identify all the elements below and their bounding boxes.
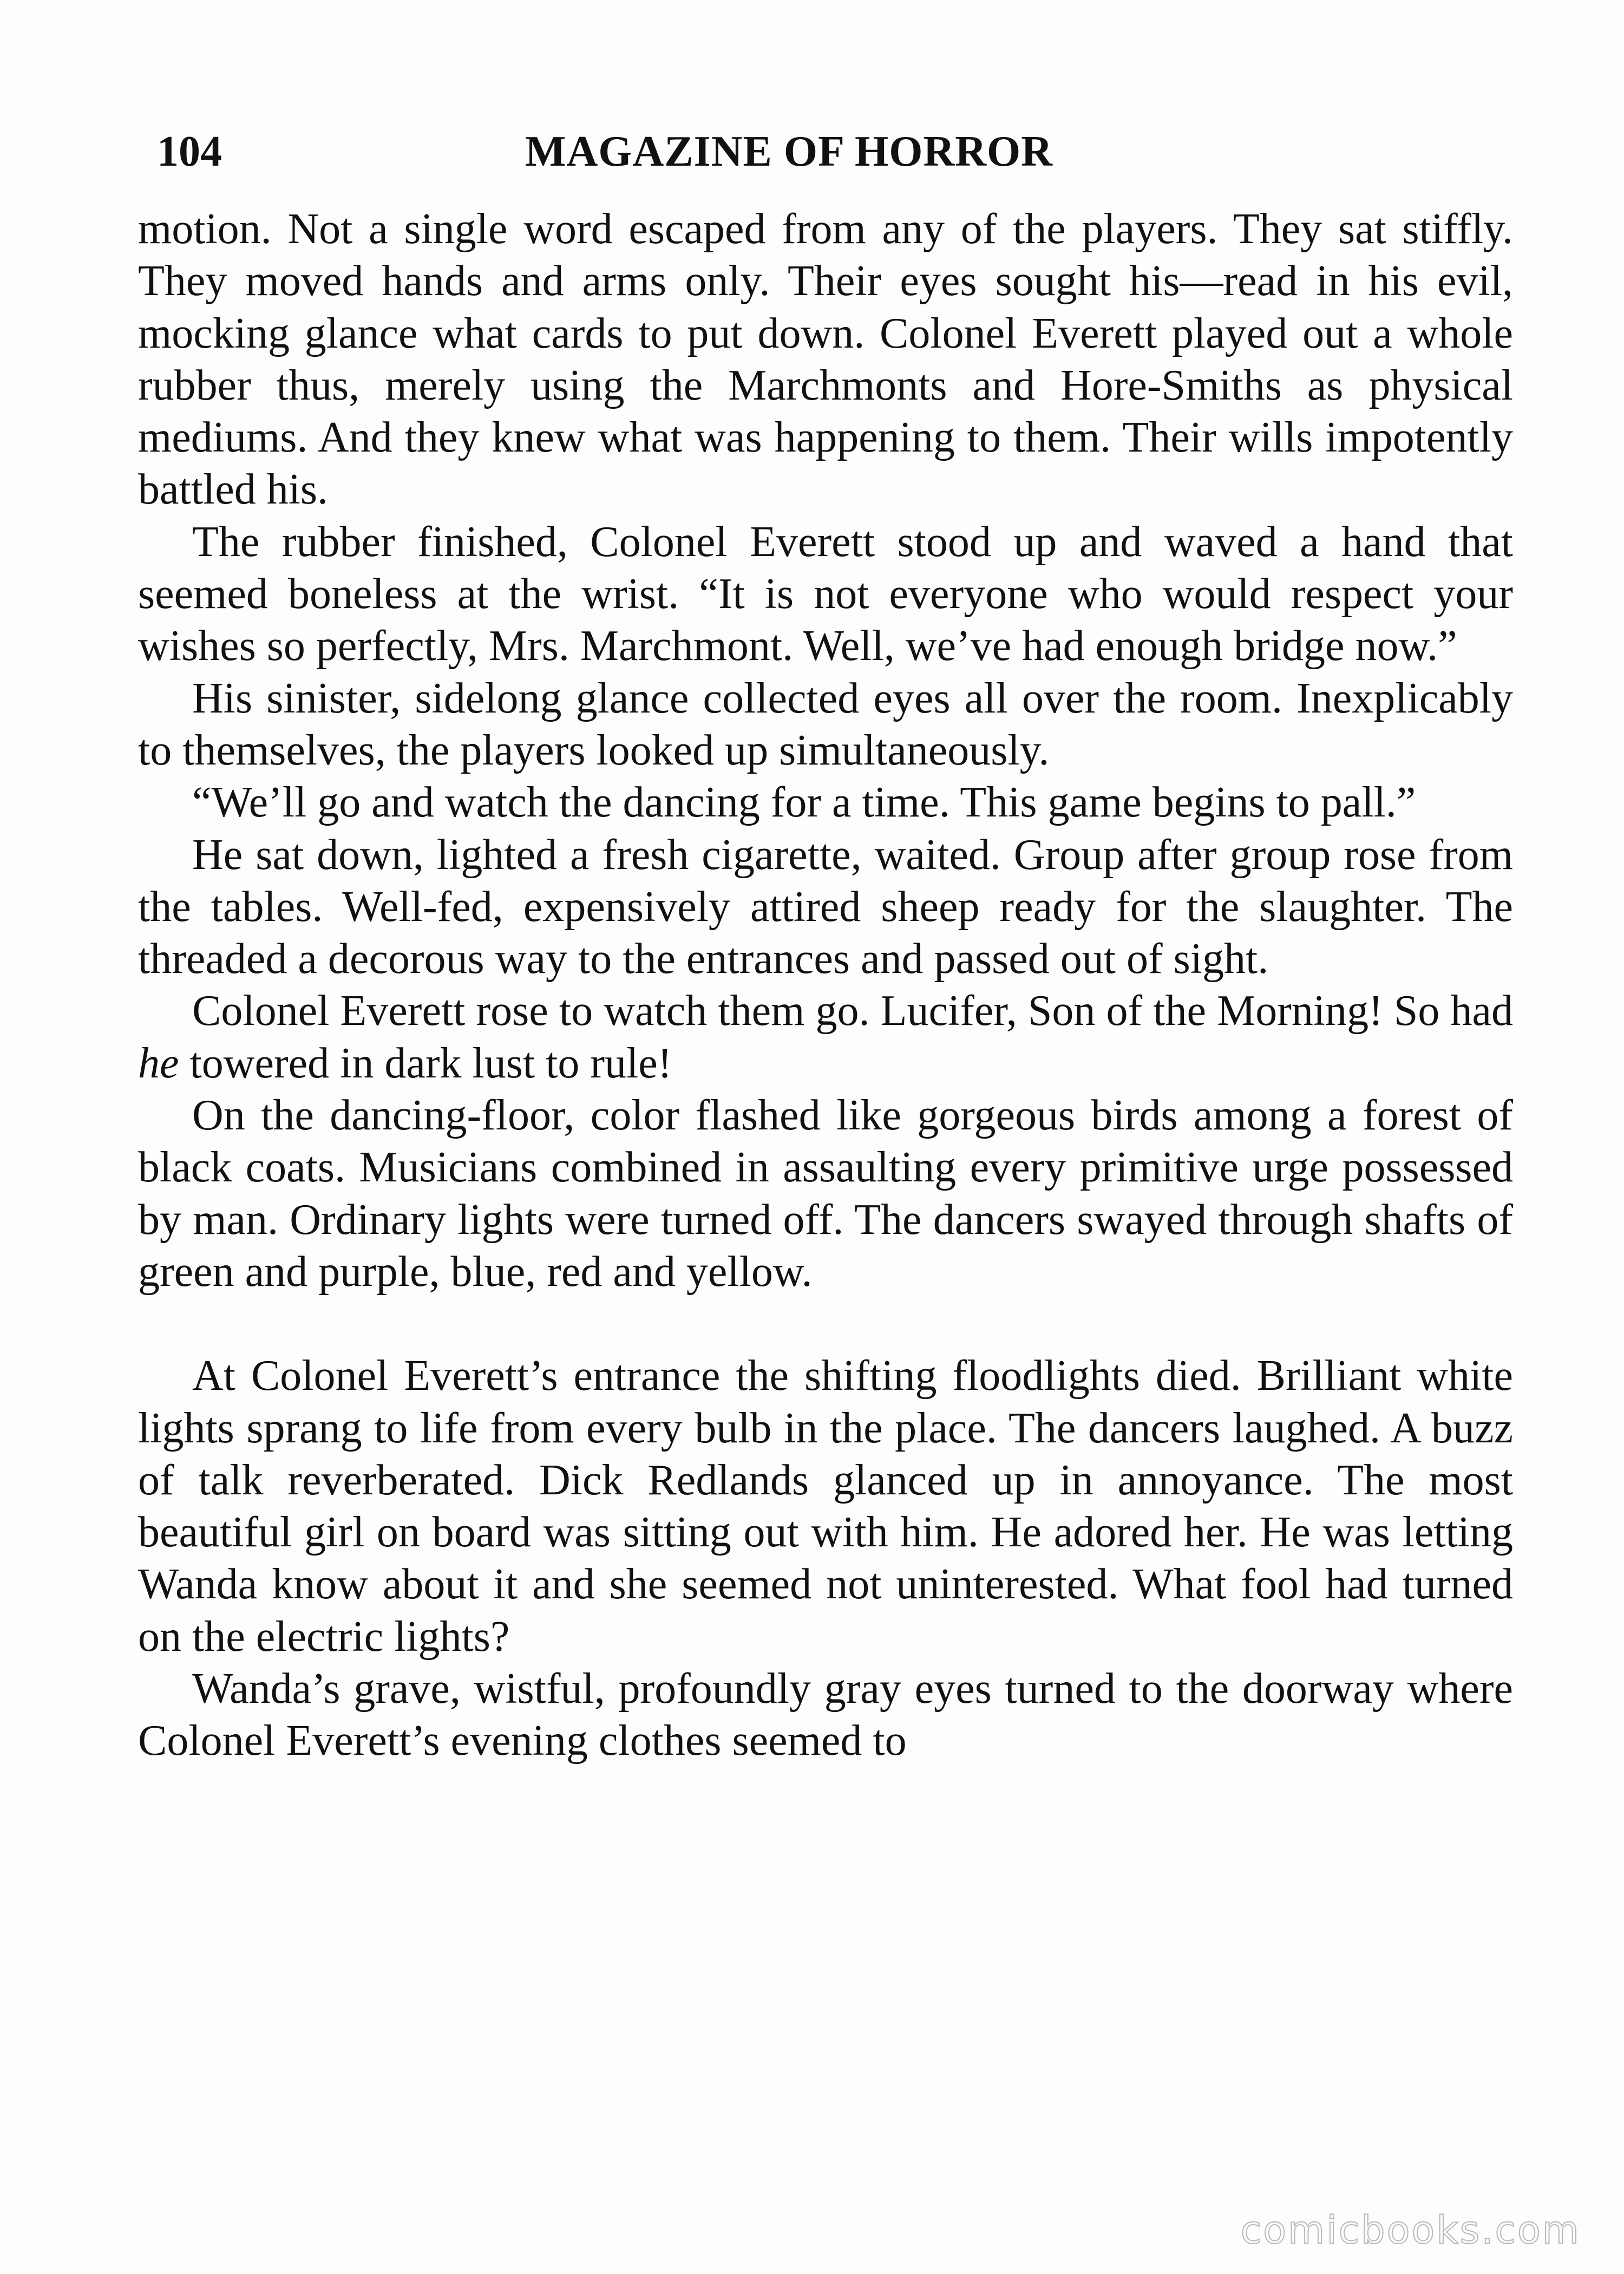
watermark: comicbooks.com <box>1240 2208 1581 2252</box>
paragraph-6 <box>138 985 1513 1089</box>
paragraph-2: The rubber finished, Colonel Everett stood up and waved a hand that seemed boneless at the wrist. “It is not everyone who would respect your wishes so perfectly, Mrs. Marchmont. Well, we’ve had enough bridge now.” <box>138 518 1513 670</box>
paragraph-4: “We’ll go and watch the dancing for a time. This game begins to pall.” <box>192 779 1416 827</box>
running-title: MAGAZINE OF HORROR <box>525 128 1053 175</box>
paragraph-5: He sat down, lighted a fresh cigarette, waited. Group after group rose from the tables. Well-fed, expensively attired sheep ready for the slaughter. The threaded a decorous way to the entrances and passed out of sight. <box>138 831 1513 983</box>
paragraph-6-text-after: towered in dark lust to rule! <box>179 1039 672 1087</box>
paragraph-3: His sinister, sidelong glance collected eyes all over the room. Inexplicably to themselves, the players looked up simultaneously. <box>138 674 1513 774</box>
paragraph-1: motion. Not a single word escaped from any of the players. They sat stiffly. They moved hands and arms only. Their eyes sought his—read in his evil, mocking glance what cards to put down. Colonel Everett played out a whole rubber thus, merely using the Marchmonts and Hore-Smiths as physical mediums. And they knew what was happening to them. Their wills impotently battled his. <box>138 205 1513 514</box>
page-number: 104 <box>157 128 222 175</box>
paragraph-8: At Colonel Everett’s entrance the shifting floodlights died. Brilliant white lights sprang to life from every bulb in the place. The dancers laughed. A buzz of talk reverberated. Dick Redlands glanced up in annoyance. The most beautiful girl on board was sitting out with him. He adored her. He was letting Wanda know about it and she seemed not uninterested. What fool had turned on the electric lights? <box>138 1352 1513 1661</box>
body-text <box>138 203 1513 1767</box>
paragraph-9: Wanda’s grave, wistful, profoundly gray eyes turned to the doorway where Colonel Everett’s evening clothes seemed to <box>138 1665 1513 1765</box>
page-header <box>157 119 1521 184</box>
paragraph-6-emphasis: he <box>138 1039 179 1087</box>
paragraph-7: On the dancing-floor, color flashed like gorgeous birds among a forest of black coats. Musicians combined in assaulting every primitive urge possessed by man. Ordinary lights were turned off. The dancers swayed through shafts of green and purple, blue, red and yellow. <box>138 1092 1513 1296</box>
paragraph-6-text-before: Colonel Everett rose to watch them go. Lucifer, Son of the Morning! So had <box>192 987 1513 1035</box>
section-break <box>138 1298 1513 1350</box>
